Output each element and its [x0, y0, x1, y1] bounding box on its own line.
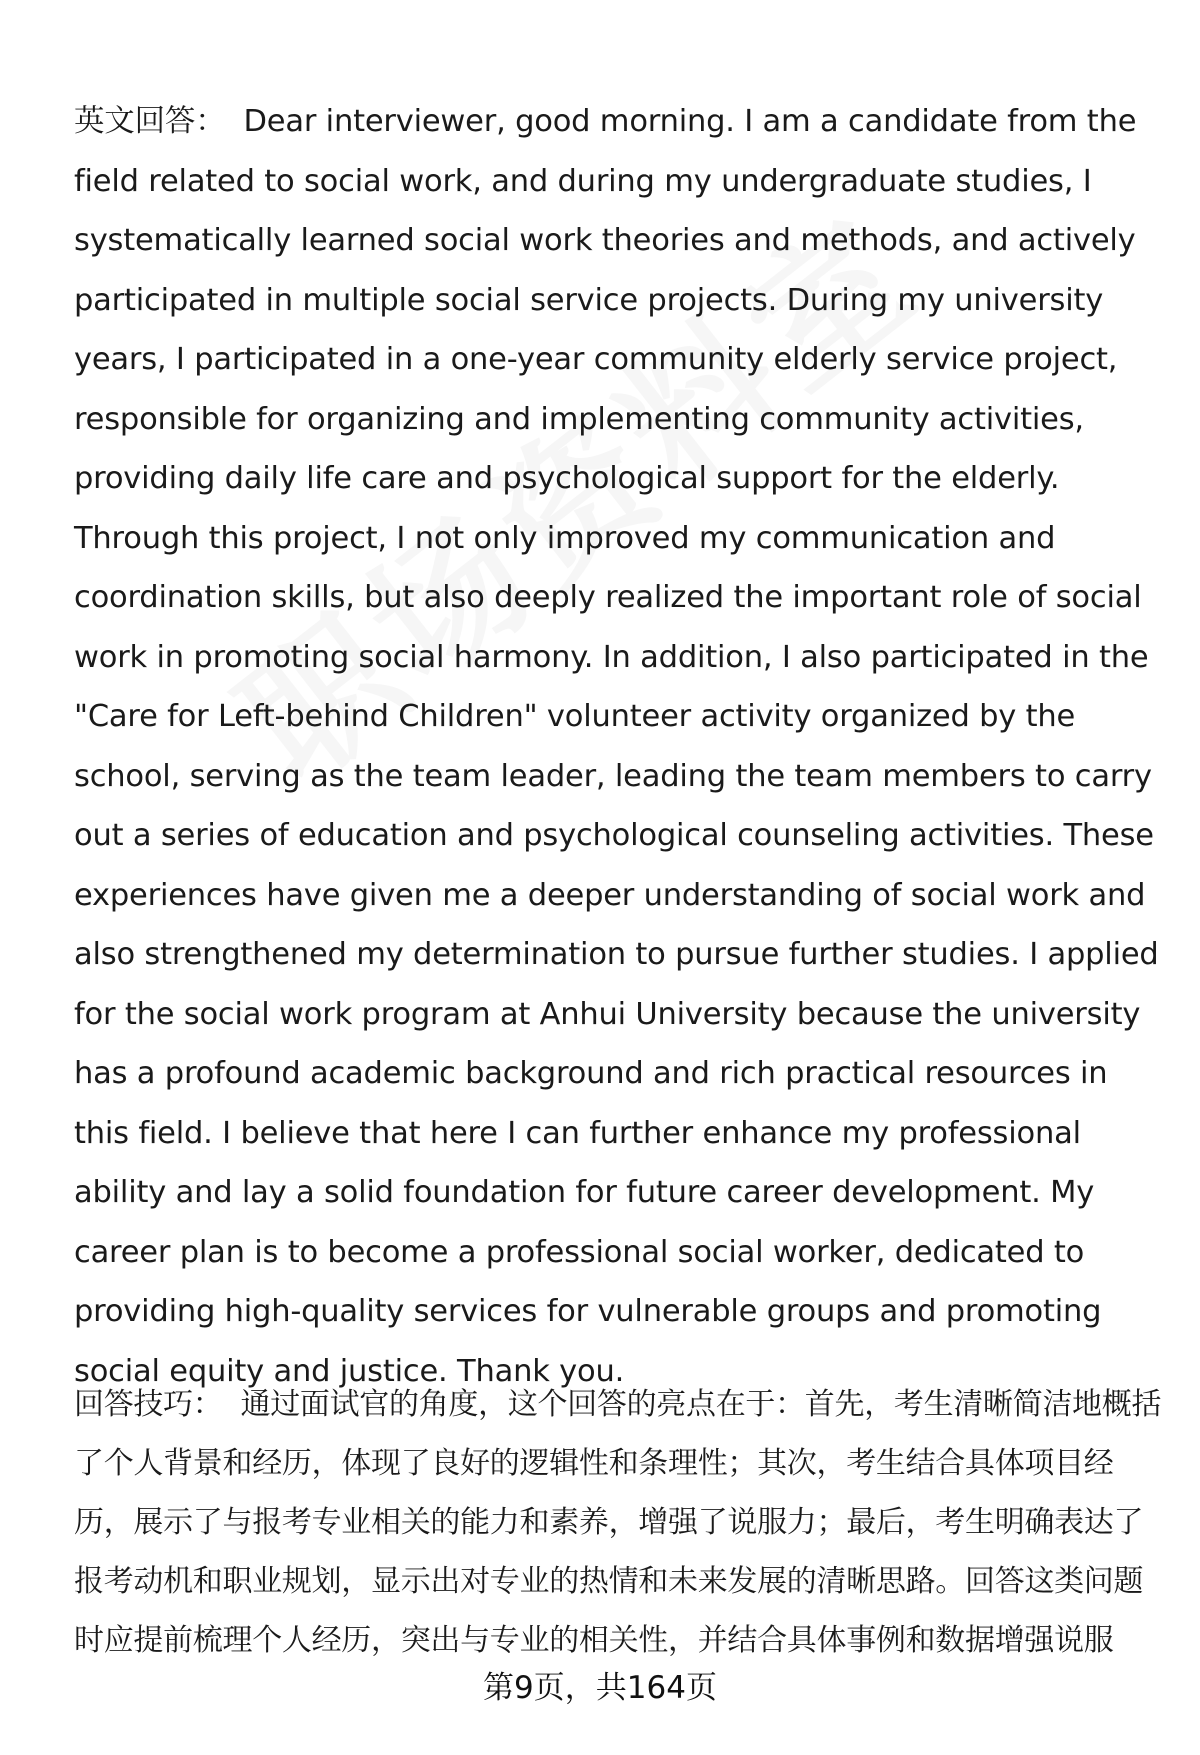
- english-answer-label: 英文回答：: [74, 104, 226, 139]
- answer-tips-text: 通过面试官的角度，这个回答的亮点在于：首先，考生清晰简洁地概括了个人背景和经历，体现了良好的逻辑性和条理性；其次，考生结合具体项目经历，展示了与报考专业相关的能力和素养，增强了说服力；最后，考生明确表达了报考动机和职业规划，显示出对专业的热情和未来发展的清晰思路。回答这类问题时应提前梳理个人经历，突出与专业的相关性，并结合具体事例和数据增强说服: [74, 1387, 1162, 1658]
- english-answer-section: [74, 92, 1164, 1401]
- answer-tips-section: [74, 1375, 1164, 1670]
- page-indicator: 第9页，共164页: [483, 1670, 717, 1706]
- answer-tips-label: 回答技巧：: [74, 1387, 223, 1422]
- english-answer-text: Dear interviewer, good morning. I am a candidate from the field related to social work, and during my undergraduate studies, I systematically learned social work theories and methods, and actively participated in multiple social service projects. During my university years, I participated in a one-year community elderly service project, responsible for organizing and implementing community activities, providing daily life care and psychological support for the elderly. Through this project, I not only improved my communication and coordination skills, but also deeply realized the important role of social work in promoting social harmony. In addition, I also participated in the "Care for Left-behind Children" volunteer activity organized by the school, serving as the team leader, leading the team members to carry out a series of education and psychological counseling activities. These experiences have given me a deeper understanding of social work and also strengthened my determination to pursue further studies. I applied for the social work program at Anhui University because the university has a profound academic background and rich practical resources in this field. I believe that here I can further enhance my professional ability and lay a solid foundation for future career development. My career plan is to become a professional social worker, dedicated to providing high-quality services for vulnerable groups and promoting social equity and justice. Thank you.: [74, 104, 1159, 1389]
